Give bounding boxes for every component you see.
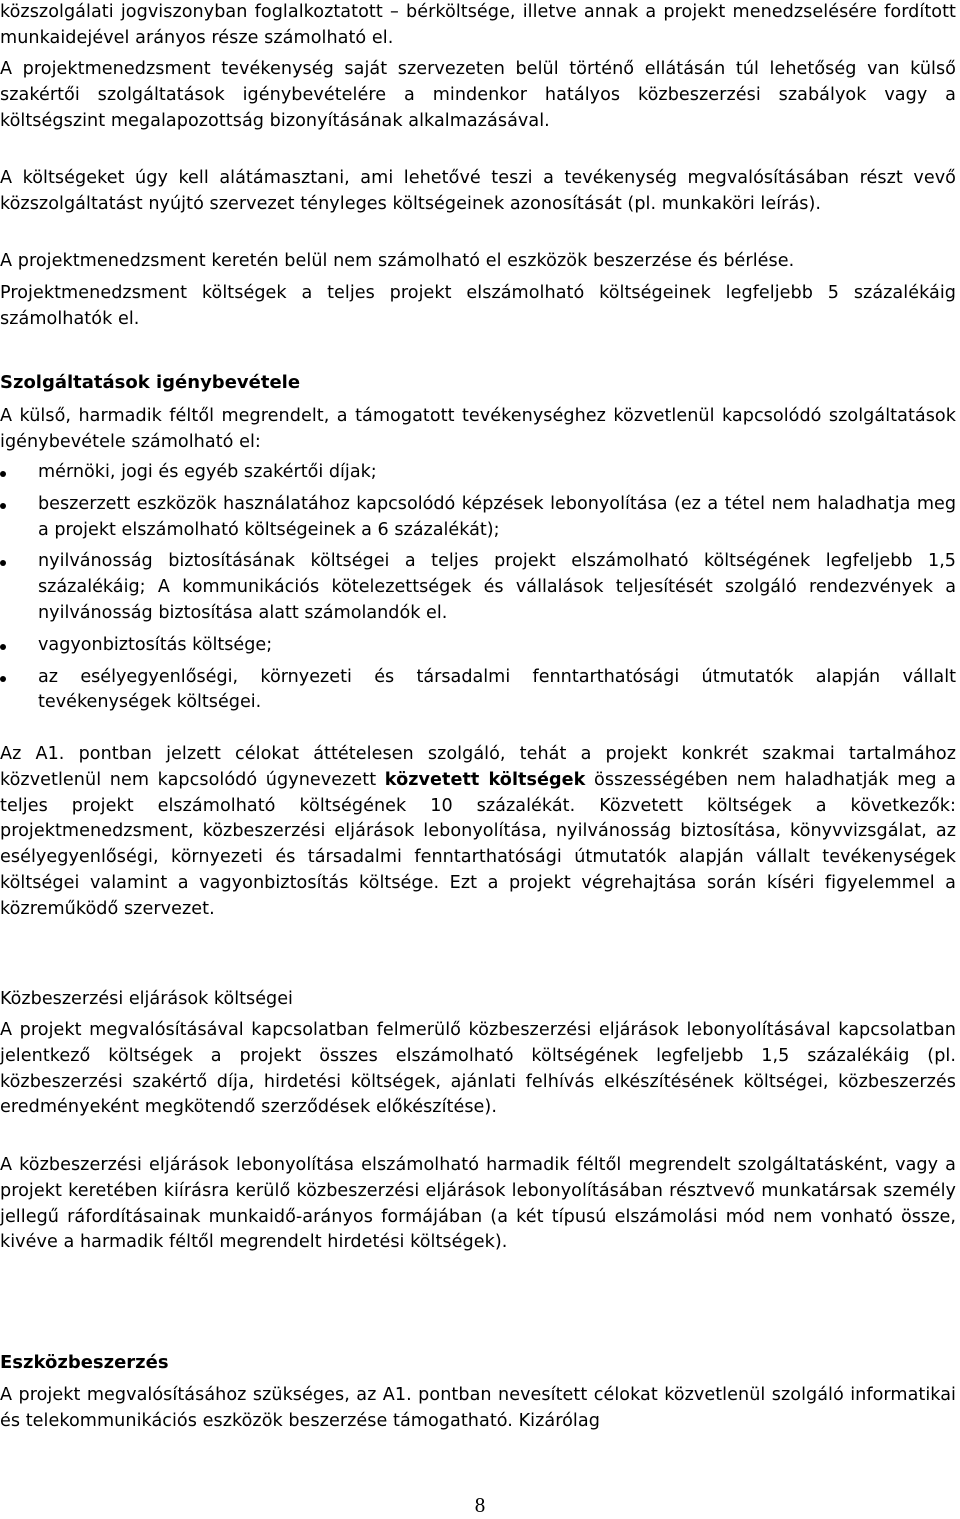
heading-equipment: Eszközbeszerzés (0, 1352, 169, 1373)
heading-procurement: Közbeszerzési eljárások költségei (0, 989, 293, 1009)
paragraph-indirect-costs: Az A1. pontban jelzett célokat áttételesen szolgáló, tehát a projekt konkrét szakmai tartalmához közvetlenül nem kapcsolódó úgynevezett közvetett költségek összességében nem haladhatják meg a teljes projekt elszámolható költségének 10 százalékát. Közvetett költségek a következők: projektmenedzsment, közbeszerzési eljárások lebonyolítása, nyilvánosság biztosítása, könyvvizsgálat, az esélyegyenlőségi, környezeti és társadalmi fenntarthatósági útmutatók alapján vállalt tevékenységek költségei valamint a vagyonbiztosítás költsége. Ezt a projekt végrehajtása során kíséri figyelemmel a közreműködő szervezet. (0, 744, 956, 919)
paragraph-equipment: A projekt megvalósításához szükséges, az A1. pontban nevesített célokat közvetlenül szolgáló informatikai és telekommunikációs eszközök beszerzése támogatható. Kizárólag (0, 1385, 956, 1431)
list-item: mérnöki, jogi és egyéb szakértői díjak; (0, 460, 956, 486)
bullet-icon (0, 560, 6, 566)
paragraph-pm-limit: Projektmenedzsment költségek a teljes projekt elszámolható költségeinek legfeljebb 5 százalékáig számolhatók el. (0, 283, 956, 329)
list-item: vagyonbiztosítás költsége; (0, 633, 956, 659)
services-list (0, 460, 956, 722)
paragraph-services-intro: A külső, harmadik féltől megrendelt, a támogatott tevékenységhez közvetlenül kapcsolódó szolgáltatások igénybevétele számolható el: (0, 406, 956, 452)
bullet-icon (0, 676, 6, 682)
paragraph-cost-justification: A költségeket úgy kell alátámasztani, ami lehetővé teszi a tevékenység megvalósításában részt vevő közszolgáltatást nyújtó szervezet tényleges költségeinek azonosítását (pl. munkaköri leírás). (0, 168, 956, 214)
paragraph-no-equipment: A projektmenedzsment keretén belül nem számolható el eszközök beszerzése és bérlése. (0, 251, 795, 271)
paragraph-procurement-costs: A projekt megvalósításával kapcsolatban felmerülő közbeszerzési eljárások lebonyolításával kapcsolatban jelentkező költségek a projekt összes elszámolható költségének legfeljebb 1,5 százalékáig (pl. közbeszerzési szakértő díja, hirdetési költségek, ajánlati felhívás elkészítésének költségei, közbeszerzés eredményeként megkötendő szerződések előkészítése). (0, 1020, 956, 1118)
list-item: az esélyegyenlőségi, környezeti és társadalmi fenntarthatósági útmutatók alapján vállalt tevékenységek költségei. (0, 665, 956, 717)
bullet-icon (0, 471, 6, 477)
list-item: beszerzett eszközök használatához kapcsolódó képzések lebonyolítása (ez a tétel nem haladhatja meg a projekt elszámolható költségeinek a 6 százalékát); (0, 492, 956, 544)
list-item: nyilvánosság biztosításának költségei a teljes projekt elszámolható költségének legfeljebb 1,5 százalékáig; A kommunikációs kötelezettségek és vállalások teljesítését szolgáló rendezvények a nyilvánosság biztosítása alatt számolandók el. (0, 549, 956, 626)
bullet-icon (0, 503, 6, 509)
paragraph-pm-staff-cost: közszolgálati jogviszonyban foglalkoztatott – bérköltsége, illetve annak a projekt menedzselésére fordított munkaidejével arányos része számolható el. (0, 2, 956, 48)
heading-services: Szolgáltatások igénybevétele (0, 372, 301, 393)
indirect-costs-term: közvetett költségek (384, 769, 586, 790)
bullet-icon (0, 644, 6, 650)
page-number: 8 (474, 1493, 486, 1517)
paragraph-procurement-settlement: A közbeszerzési eljárások lebonyolítása elszámolható harmadik féltől megrendelt szolgáltatásként, vagy a projekt keretében kiírásra kerülő közbeszerzési eljárások lebonyolításában résztvevő munkatársak személy jellegű ráfordításainak munkaidő-arányos formájában (a két típusú elszámolási mód nem vonható össze, kivéve a harmadik féltől megrendelt hirdetési költségek). (0, 1155, 956, 1253)
paragraph-external-experts: A projektmenedzsment tevékenység saját szervezeten belül történő ellátásán túl lehetőség van külső szakértői szolgáltatások igénybevételére a mindenkor hatályos közbeszerzési szabályok vagy a költségszint megalapozottság bizonyításának alkalmazásával. (0, 59, 956, 131)
